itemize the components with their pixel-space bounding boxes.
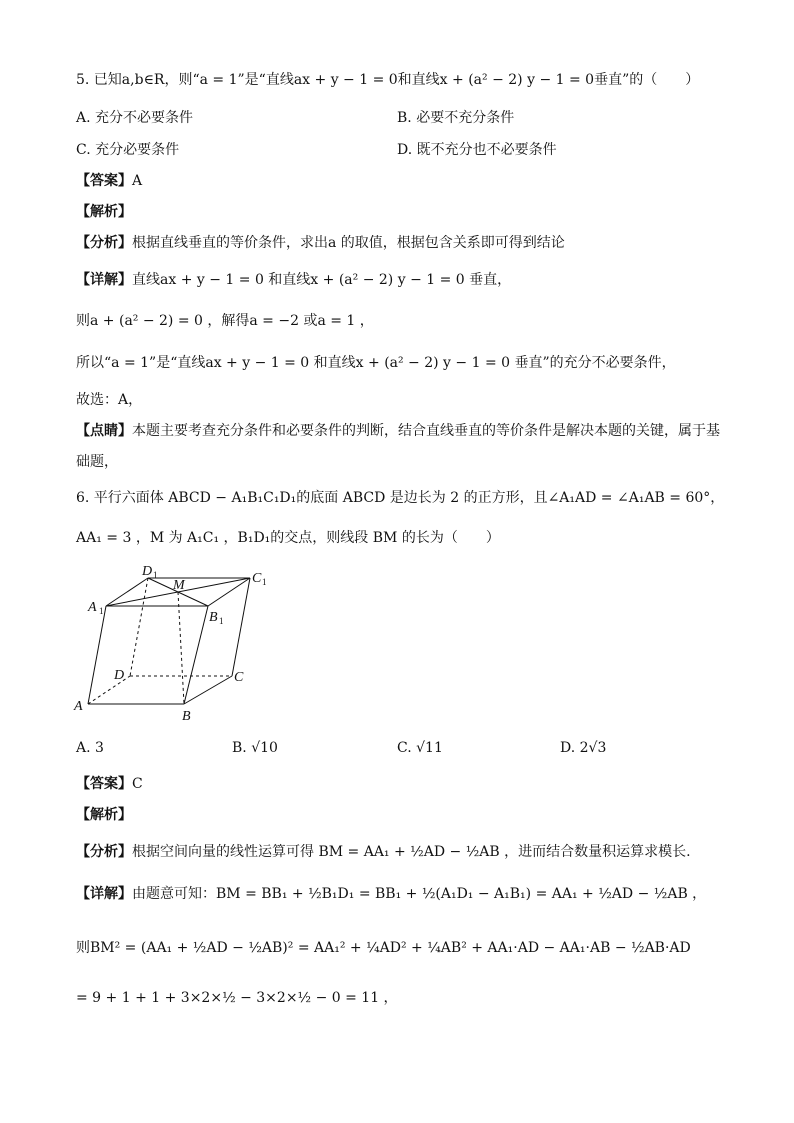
label-A1-sub: 1 xyxy=(99,606,104,616)
xiangjie-text: 直线ax + y − 1 = 0 和直线x + (a² − 2) y − 1 = 0 垂直， xyxy=(132,272,512,288)
segment-m-b xyxy=(178,592,184,704)
fenxi-tag: 【分析】 xyxy=(76,235,132,251)
dianjing-text: 本题主要考查充分条件和必要条件的判断，结合直线垂直的等价条件是解决本题的关键，属于基 xyxy=(132,423,720,439)
q6-option-c: C. √11 xyxy=(397,740,443,756)
label-C1: C xyxy=(252,571,262,586)
label-A: A xyxy=(74,699,83,714)
q6-fenxi xyxy=(76,842,754,862)
q6-option-a: A. 3 xyxy=(76,740,104,756)
label-C1-sub: 1 xyxy=(262,577,267,587)
q6-xiangjie-2: 则BM² = (AA₁ + ½AD − ½AB)² = AA₁² + ¼AD² + ¼AB² + AA₁·AD − AA₁·AB − ½AB·AD xyxy=(76,940,691,956)
q6-stem-1: 6. 平行六面体 ABCD − A₁B₁C₁D₁的底面 ABCD 是边长为 2 的正方形，且∠A₁AD = ∠A₁AB = 60°， xyxy=(76,490,725,506)
q5-xiangjie-2: 则a + (a² − 2) = 0 ，解得a = −2 或a = 1 ， xyxy=(76,313,374,329)
label-A1: A xyxy=(88,600,97,615)
xiangjie-tag: 【详解】 xyxy=(76,272,132,288)
q5-dianjing-1 xyxy=(76,421,754,441)
label-B1: B xyxy=(209,610,218,625)
edge-a1-a xyxy=(88,606,106,704)
q5-option-a: A. 充分不必要条件 xyxy=(76,110,194,126)
q6-answer xyxy=(76,774,754,794)
label-D: D xyxy=(114,668,125,683)
q5-option-d: D. 既不充分也不必要条件 xyxy=(397,142,557,158)
edge-c1-c xyxy=(232,578,250,676)
q5-option-b: B. 必要不充分条件 xyxy=(397,110,515,126)
label-D1: D xyxy=(142,564,153,579)
answer-tag: 【答案】 xyxy=(76,776,132,792)
edge-d1-d xyxy=(130,578,148,676)
q5-xiangjie-4: 故选：A， xyxy=(76,392,143,408)
q5-xiangjie-3: 所以“a = 1”是“直线ax + y − 1 = 0 和直线x + (a² − 2) y − 1 = 0 垂直”的充分不必要条件， xyxy=(76,355,676,371)
answer-tag: 【答案】 xyxy=(76,173,132,189)
edge-b-c xyxy=(184,676,232,704)
q5-analysis-tag: 【解析】 xyxy=(76,204,132,220)
q6-xiangjie-3: = 9 + 1 + 1 + 3×2×½ − 3×2×½ − 0 = 11 ， xyxy=(76,990,398,1006)
q5-option-c: C. 充分必要条件 xyxy=(76,142,180,158)
label-D1-sub: 1 xyxy=(153,570,158,580)
answer-value: A xyxy=(132,173,143,189)
parallelepiped-figure xyxy=(72,558,272,728)
xiangjie-text: 由题意可知：BM = BB₁ + ½B₁D₁ = BB₁ + ½(A₁D₁ − A₁B₁) = AA₁ + ½AD − ½AB ， xyxy=(132,886,707,902)
dianjing-tag: 【点睛】 xyxy=(76,423,132,439)
edge-b1-b xyxy=(184,606,208,704)
q5-stem: 5. 已知a,b∈R，则“a = 1”是“直线ax + y − 1 = 0和直线x + (a² − 2) y − 1 = 0垂直”的（ ） xyxy=(76,72,700,88)
q5-answer xyxy=(76,171,754,191)
fenxi-text: 根据空间向量的线性运算可得 BM = AA₁ + ½AD − ½AB ，进而结合数量积运算求模长. xyxy=(132,844,691,860)
label-B1-sub: 1 xyxy=(219,616,224,626)
q5-dianjing-2: 础题， xyxy=(76,454,118,470)
label-B: B xyxy=(182,709,191,724)
q6-option-d: D. 2√3 xyxy=(560,740,607,756)
answer-value: C xyxy=(132,776,143,792)
q5-fenxi xyxy=(76,233,754,253)
q6-stem-2: AA₁ = 3 ，M 为 A₁C₁ ，B₁D₁的交点，则线段 BM 的长为（ ） xyxy=(76,530,500,546)
q6-xiangjie-1 xyxy=(76,884,754,904)
fenxi-text: 根据直线垂直的等价条件，求出a 的取值，根据包含关系即可得到结论 xyxy=(132,235,565,251)
q5-xiangjie-1 xyxy=(76,270,754,290)
fenxi-tag: 【分析】 xyxy=(76,844,132,860)
q6-option-b: B. √10 xyxy=(232,740,278,756)
q6-analysis-tag: 【解析】 xyxy=(76,807,132,823)
xiangjie-tag: 【详解】 xyxy=(76,886,132,902)
label-C: C xyxy=(234,670,244,685)
label-M: M xyxy=(173,578,185,593)
